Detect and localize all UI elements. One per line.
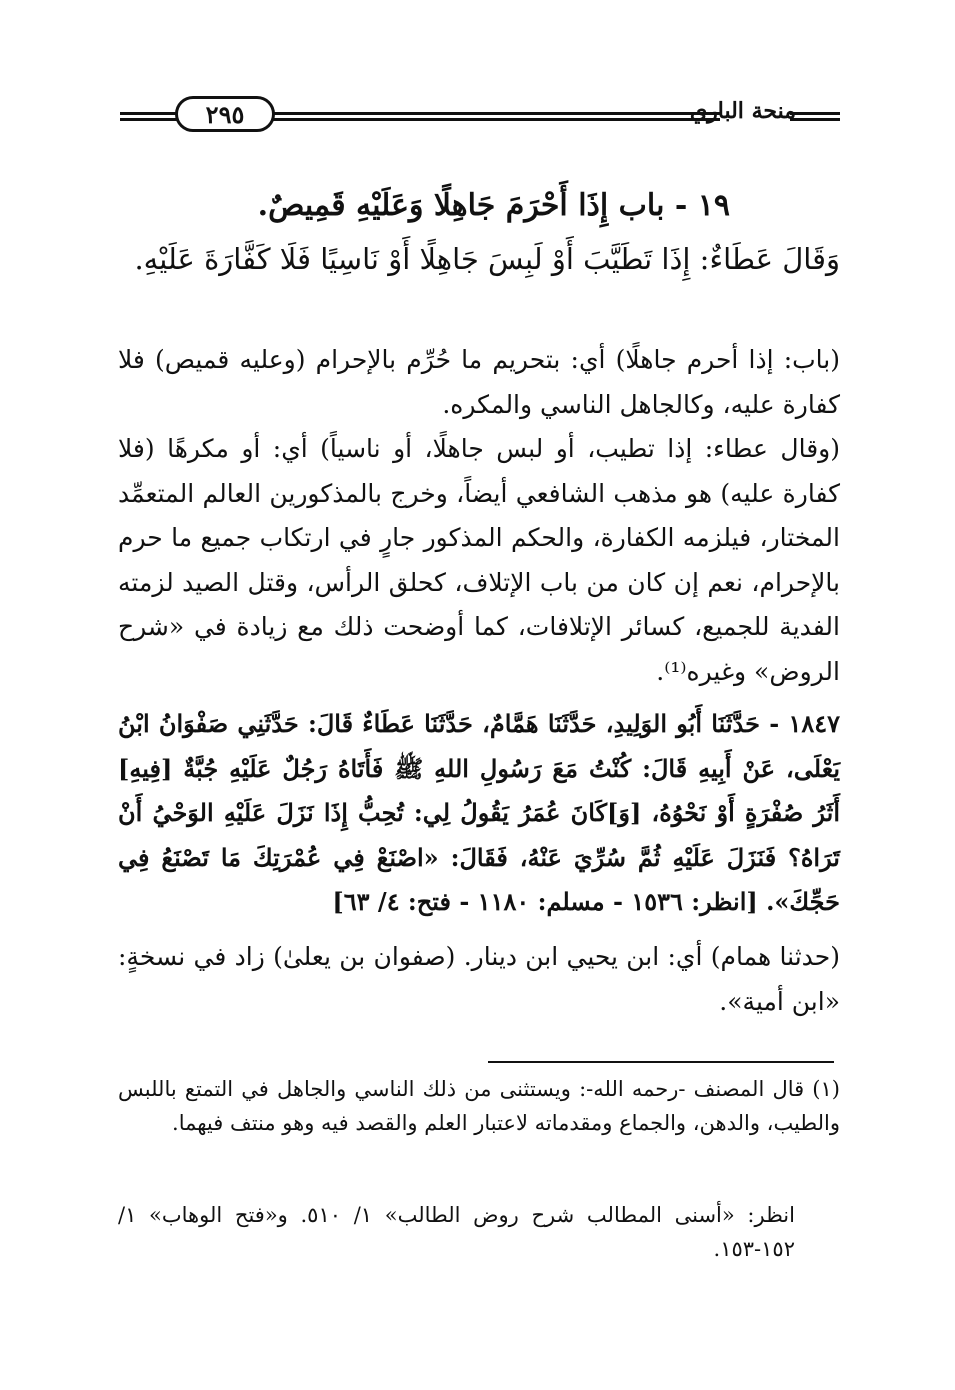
page-header (120, 92, 840, 142)
header-rule-left (120, 112, 180, 121)
footnote-1: (١) قال المصنف -رحمه الله-: ويستثنى من ذلك الناسي والجاهل في التمتع باللبس والطيب، والدهن، والجماع ومقدماته لاعتبار العلم والقصد فيه وهو منتف فيهما. (118, 1077, 840, 1135)
footnote-1-reference: انظر: «أسنى المطالب شرح روض الطالب» ١/ ٥١٠. و«فتح الوهاب» ١/ ١٥٢-١٥٣. (118, 1203, 795, 1261)
header-rule-middle (260, 112, 720, 121)
footnote-divider (488, 1061, 834, 1063)
commentary-paragraph-1: (باب: إذا أحرم جاهلًا) أي: بتحريم ما حُرِّم بالإحرام (وعليه قميص) فلا كفارة عليه، وكالجاهل الناسي والمكره. (118, 345, 840, 419)
hadith-text: ١٨٤٧ - حَدَّثَنَا أَبُو الوَلِيدِ، حَدَّثَنَا هَمَّامٌ، حَدَّثَنَا عَطَاءٌ قَالَ: حَدَّثَنِي صَفْوَانُ ابْنُ يَعْلَى، عَنْ أَبِيهِ قَالَ: كُنْتُ مَعَ رَسُولِ اللهِ ﷺ فَأَتَاهُ رَجُلٌ عَلَيْهِ جُبَّةٌ [فِيهِ] أَثَرُ صُفْرَةٍ أَوْ نَحْوُهُ، [وَ]كَانَ عُمَرُ يَقُولُ لِي: تُحِبُّ إِذَا نَزَلَ عَلَيْهِ الوَحْيُ أَنْ تَرَاهُ؟ فَنَزَلَ عَلَيْهِ ثُمَّ سُرِّيَ عَنْهُ، فَقَالَ: «اصْنَعْ فِي عُمْرَتِكَ مَا تَصْنَعُ فِي حَجِّكَ». [انظر: ١٥٣٦ - مسلم: ١١٨٠ - فتح: ٤/ ٦٣] (118, 709, 840, 916)
page-number: ٢٩٥ (175, 96, 275, 132)
chapter-intro: وَقَالَ عَطَاءٌ: إِذَا تَطَيَّبَ أَوْ لَبِسَ جَاهِلًا أَوْ نَاسِيًا فَلَا كَفَّارَةَ عَلَيْهِ. (134, 242, 840, 276)
header-rule-right (790, 112, 840, 121)
chapter-title: ١٩ - باب إِذَا أَحْرَمَ جَاهِلًا وَعَلَيْهِ قَمِيصٌ. (257, 188, 730, 223)
commentary-paragraph-2: (وقال عطاء: إذا تطيب، أو لبس جاهلًا، أو ناسياً) أي: أو مكرهًا (فلا كفارة عليه) هو مذهب الشافعي أيضاً، وخرج بالمذكورين العالم المتعمِّد المختار، فيلزمه الكفارة، والحكم المذكور جارٍ في ارتكاب جميع ما حرم بالإحرام، نعم إن كان من باب الإتلاف، كحلق الرأس، وقتل الصيد لزمته الفدية للجميع، كسائر الإتلافات، كما أوضحت ذلك مع زيادة في «شرح الروض» وغيره⁽¹⁾. (118, 434, 840, 686)
commentary-paragraph-3: (حدثنا همام) أي: ابن يحيي ابن دينار. (صفوان بن يعلىٰ) زاد في نسخةٍ: «ابن أمية». (118, 942, 840, 1016)
book-title: منحة الباري (689, 98, 796, 124)
